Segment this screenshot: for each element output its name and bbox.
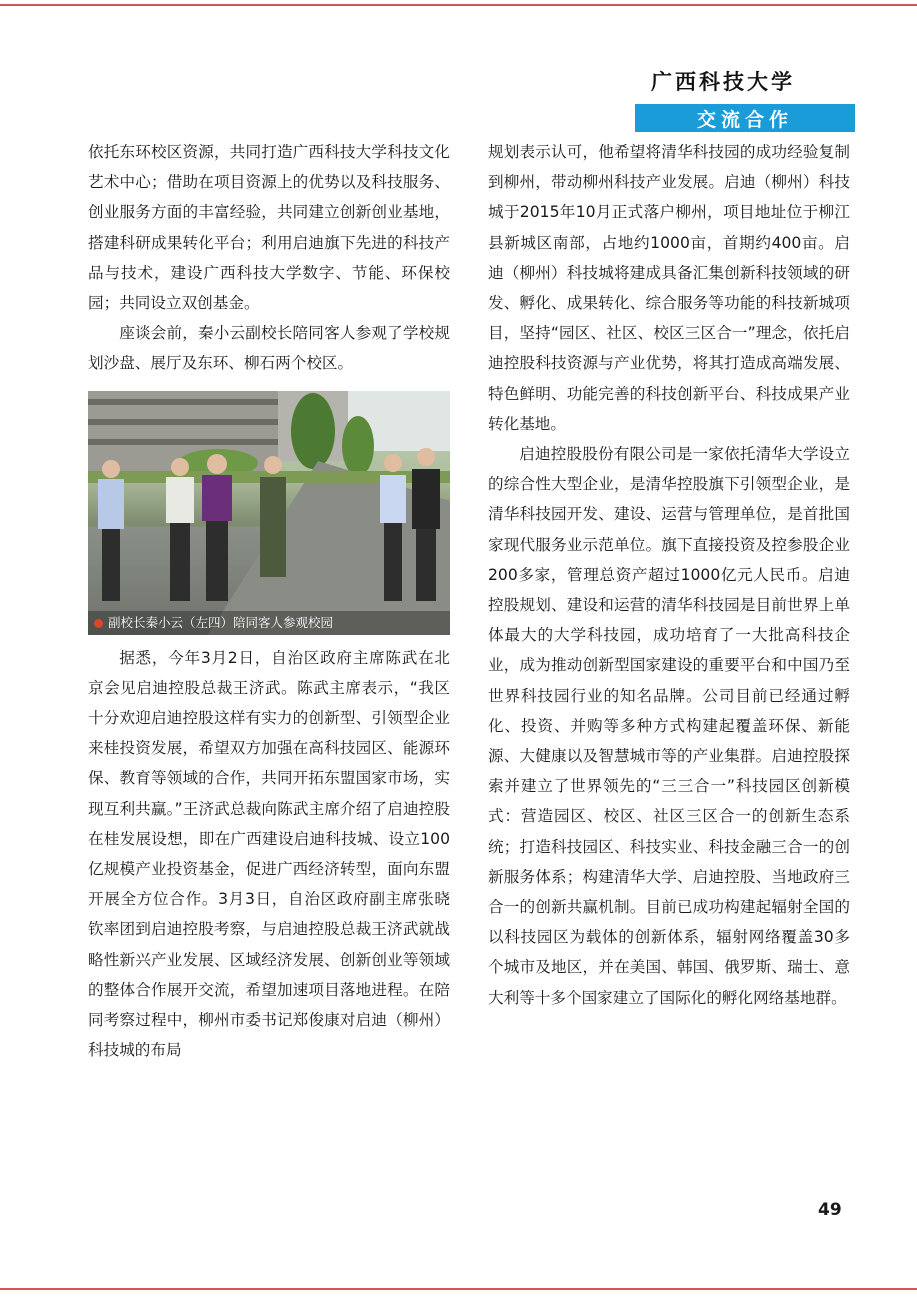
- university-name: 广西科技大学: [651, 70, 795, 94]
- bullet-dot-icon: [94, 619, 103, 628]
- section-banner: 交流合作: [635, 104, 855, 132]
- photo-caption: [88, 611, 450, 635]
- caption-text: 副校长秦小云（左四）陪同客人参观校园: [108, 614, 334, 630]
- photo-illustration: [88, 391, 450, 635]
- left-column: [88, 137, 450, 1065]
- paragraph: 规划表示认可，他希望将清华科技园的成功经验复制到柳州，带动柳州科技产业发展。启迪（柳州）科技城于2015年10月正式落户柳州，项目地址位于柳江县新城区南部，占地约1000亩，首期约400亩。启迪（柳州）科技城将建成具备汇集创新科技领域的研发、孵化、成果转化、综合服务等功能的科技新城项目，坚持“园区、社区、校区三区合一”理念，依托启迪控股科技资源与产业优势，将其打造成高端发展、特色鲜明、功能完善的科技创新平台、科技成果产业转化基地。: [488, 143, 850, 433]
- paragraph: 据悉，今年3月2日，自治区政府主席陈武在北京会见启迪控股总裁王济武。陈武主席表示，“我区十分欢迎启迪控股这样有实力的创新型、引领型企业来桂投资发展，希望双方加强在高科技园区、能源环保、教育等领域的合作，共同开拓东盟国家市场，实现互利共赢。”王济武总裁向陈武主席介绍了启迪控股在桂发展设想，即在广西建设启迪科技城、设立100亿规模产业投资基金，促进广西经济转型，面向东盟开展全方位合作。3月3日，自治区政府副主席张晓钦率团到启迪控股考察，与启迪控股总裁王济武就战略性新兴产业发展、区域经济发展、创新创业等领域的整体合作展开交流，希望加速项目落地进程。在陪同考察过程中，柳州市委书记郑俊康对启迪（柳州）科技城的布局: [88, 648, 450, 1060]
- right-column: [488, 137, 850, 1013]
- paragraph: 座谈会前，秦小云副校长陪同客人参观了学校规划沙盘、展厅及东环、柳石两个校区。: [88, 324, 450, 373]
- paragraph: 依托东环校区资源，共同打造广西科技大学科技文化艺术中心；借助在项目资源上的优势以及科技服务、创业服务方面的丰富经验，共同建立创新创业基地，搭建科研成果转化平台；利用启迪旗下先进的科技产品与技术，建设广西科技大学数字、节能、环保校园；共同设立双创基金。: [88, 143, 450, 313]
- bottom-rule: [0, 1288, 917, 1290]
- top-rule: [0, 4, 917, 6]
- page-header: [615, 66, 855, 132]
- paragraph: 启迪控股股份有限公司是一家依托清华大学设立的综合性大型企业，是清华控股旗下引领型企业，是清华科技园开发、建设、运营与管理单位，是首批国家现代服务业示范单位。旗下直接投资及控参股企业200多家，管理总资产超过1000亿元人民币。启迪控股规划、建设和运营的清华科技园是目前世界上单体最大的大学科技园，成功培育了一大批高科技企业，成为推动创新型国家建设的重要平台和中国乃至世界科技园行业的知名品牌。公司目前已经通过孵化、投资、并购等多种方式构建起覆盖环保、新能源、大健康以及智慧城市等的产业集群。启迪控股探索并建立了世界领先的“三三合一”科技园区创新模式：营造园区、校区、社区三区合一的创新生态系统；打造科技园区、科技实业、科技金融三合一的创新服务体系；构建清华大学、启迪控股、当地政府三合一的创新共赢机制。目前已成功构建起辐射全国的以科技园区为载体的创新体系，辐射网络覆盖30多个城市及地区，并在美国、韩国、俄罗斯、瑞士、意大利等十多个国家建立了国际化的孵化网络基地群。: [488, 445, 850, 1007]
- campus-visit-photo: [88, 391, 450, 635]
- page-number: 49: [818, 1200, 842, 1220]
